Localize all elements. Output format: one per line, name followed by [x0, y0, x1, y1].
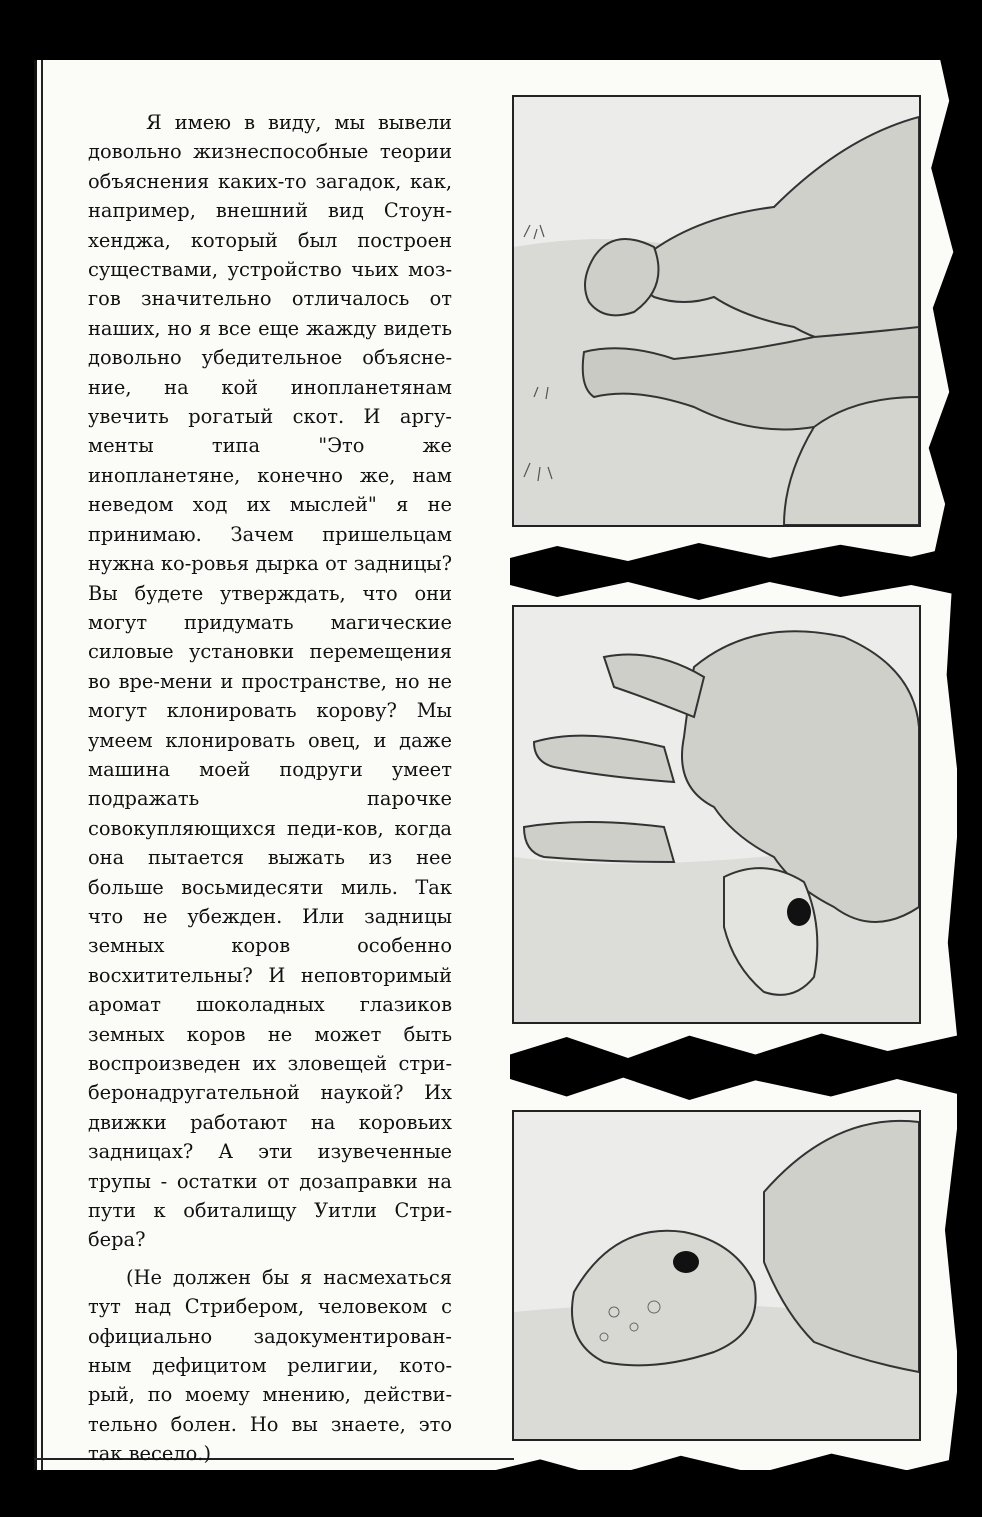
- cow-skull-illustration: [514, 1112, 919, 1439]
- dead-cow-illustration: [514, 97, 919, 525]
- illustration-panel-1: [512, 95, 921, 527]
- paragraph-1: Я имею в виду, мы вывели довольно жизнеспособные теории объяснения каких-то загадок, как, например, внешний вид Стоун-хенджа, который был построен существами, устройство чьих моз-гов значительно отличалось от наших, но я все еще жажду видеть довольно убедительное объясне-ние, на кой инопланетянам увечить рогатый скот. И аргу-менты типа "Это же инопланетяне, конечно же, нам неведом ход их мыслей" я не принимаю. Зачем пришельцам нужна ко-ровья дырка от задницы? Вы будете утверждать, что они могут придумать магические силовые установки перемещения во вре-мени и пространстве, но не могут клонировать корову? Мы умеем клонировать овец, и даже машина моей подруги умеет подражать парочке совокупляющихся педи-ков, когда она пытается выжать из нее больше восьмидесяти миль. Так что не убежден. Или задницы земных коров особенно восхитительны? И неповторимый аромат шоколадных глазиков земных коров не может быть воспроизведен их зловещей стри-беронадругательной наукой? Их движки работают на коровьих задницах? А эти изувеченные трупы - остатки от дозаправки на пути к обиталищу Уитли Стри-бера?: [88, 111, 452, 1252]
- article-text: [88, 108, 452, 1469]
- mutilated-cow-illustration: [514, 607, 919, 1022]
- paragraph-2: (Не должен бы я насмехаться тут над Стрибером, человеком с официально задокументирован-ным дефицитом религии, кото-рый, по моему мнению, действи-тельно болен. Но вы знаете, это так весело.): [88, 1265, 452, 1466]
- illustration-panel-3: [512, 1110, 921, 1441]
- illustration-panel-2: [512, 605, 921, 1024]
- page-border-rule: [41, 60, 43, 1470]
